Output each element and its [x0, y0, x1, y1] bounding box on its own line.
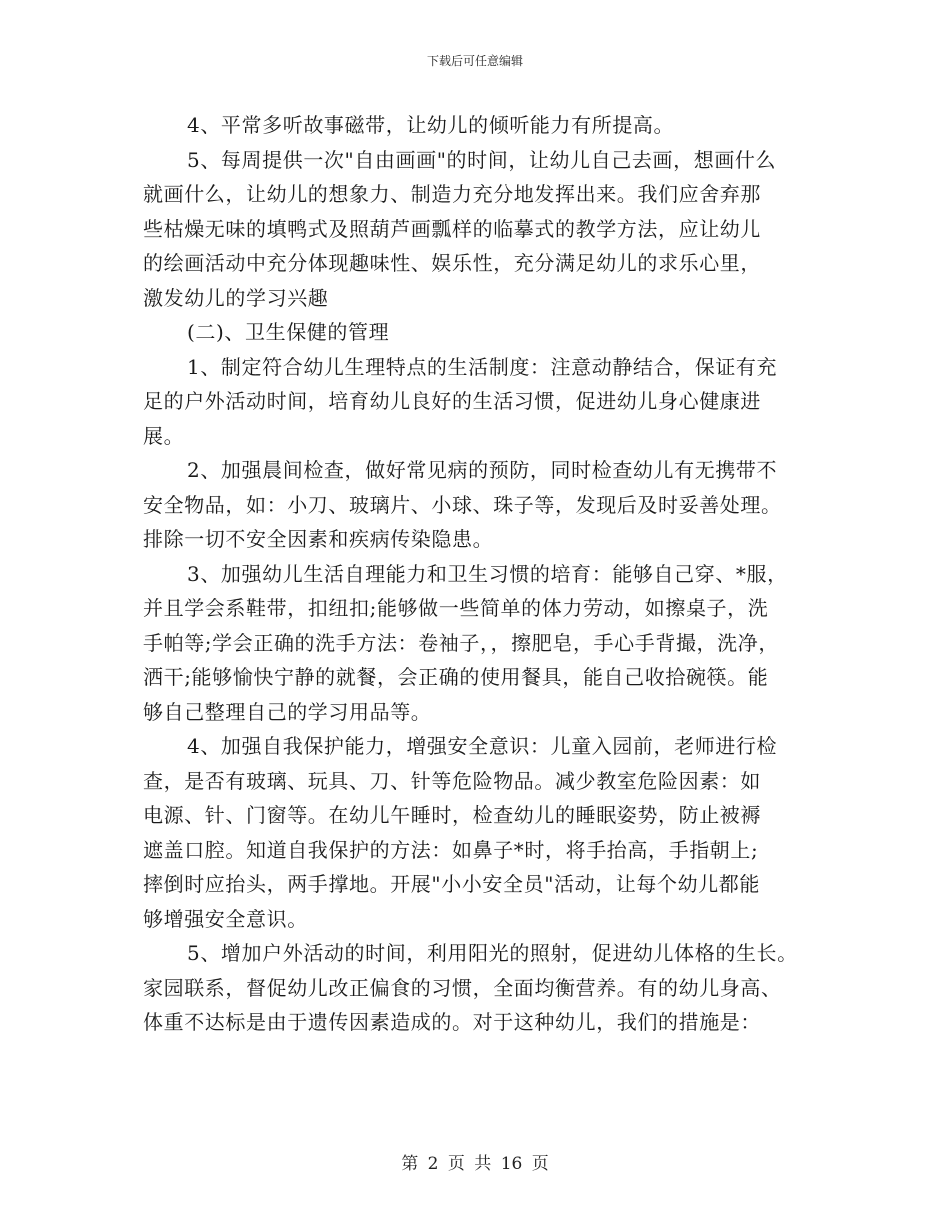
text-line: 的绘画活动中充分体现趣味性、娱乐性，充分满足幼儿的求乐心里， — [143, 251, 761, 275]
page-header-note: 下载后可任意编辑 — [426, 54, 523, 68]
text-line: 3、加强幼儿生活自理能力和卫生习惯的培育：能够自己穿、*服， — [187, 561, 788, 586]
text-line: (二)、卫生保健的管理 — [187, 320, 390, 344]
text-line: 摔倒时应抬头，两手撑地。开展"小小安全员"活动，让每个幼儿都能 — [143, 872, 760, 896]
text-line: 查，是否有玻璃、玩具、刀、针等危险物品。减少教室危险因素：如 — [143, 768, 761, 793]
text-line: 手帕等;学会正确的洗手方法：卷袖子，，擦肥皂，手心手背撮，洗净， — [143, 630, 779, 655]
text-line: 家园联系，督促幼儿改正偏食的习惯，全面均衡营养。有的幼儿身高、 — [143, 975, 782, 1000]
text-line: 洒干;能够愉快宁静的就餐，会正确的使用餐具，能自己收拾碗筷。能 — [143, 665, 769, 689]
text-line: 5、每周提供一次"自由画画"的时间，让幼儿自己去画，想画什么 — [187, 147, 777, 172]
text-line: 并且学会系鞋带，扣纽扣;能够做一些简单的体力劳动，如擦桌子，洗 — [143, 596, 769, 620]
text-line: 1、制定符合幼儿生理特点的生活制度：注意动静结合，保证有充 — [187, 354, 778, 379]
text-line: 2、加强晨间检查，做好常见病的预防，同时检查幼儿有无携带不 — [187, 458, 778, 482]
text-line: 4、加强自我保护能力，增强安全意识：儿童入园前，老师进行检 — [187, 734, 778, 758]
text-line: 遮盖口腔。知道自我保护的方法：如鼻子*时，将手抬高，手指朝上; — [143, 837, 759, 862]
text-line: 5、增加户外活动的时间，利用阳光的照射，促进幼儿体格的生长。 — [187, 941, 798, 965]
text-line: 体重不达标是由于遗传因素造成的。对于这种幼儿，我们的措施是： — [143, 1010, 761, 1034]
text-line: 4、平常多听故事磁带，让幼儿的倾听能力有所提高。 — [187, 113, 675, 137]
text-line: 足的户外活动时间，培育幼儿良好的生活习惯，促进幼儿身心健康进 — [143, 389, 761, 413]
text-line: 安全物品，如：小刀、玻璃片、小球、珠子等，发现后及时妥善处理。 — [143, 492, 782, 517]
text-line: 激发幼儿的学习兴趣 — [143, 285, 329, 310]
text-line: 电源、针、门窗等。在幼儿午睡时，检查幼儿的睡眠姿势，防止被褥 — [143, 803, 761, 827]
text-line: 就画什么，让幼儿的想象力、制造力充分地发挥出来。我们应舍弃那 — [143, 182, 761, 206]
page-number-footer: 第 2 页 共 16 页 — [401, 1154, 549, 1174]
text-line: 够自己整理自己的学习用品等。 — [143, 699, 432, 724]
text-line: 展。 — [143, 423, 185, 448]
text-line: 些枯燥无味的填鸭式及照葫芦画瓢样的临摹式的教学方法，应让幼儿 — [143, 216, 761, 241]
text-line: 排除一切不安全因素和疾病传染隐患。 — [143, 527, 494, 551]
text-line: 够增强安全意识。 — [143, 906, 308, 931]
document-body — [143, 108, 833, 1040]
